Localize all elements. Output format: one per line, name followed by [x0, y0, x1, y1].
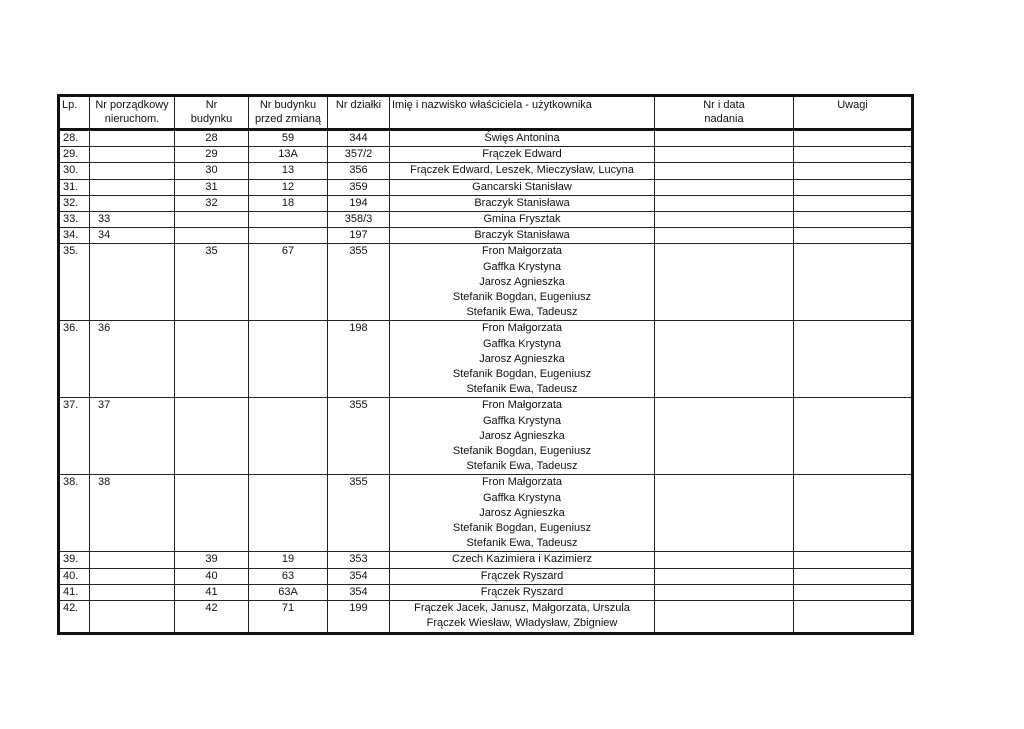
cell-nr-dzialki: 357/2 [328, 147, 390, 163]
property-register-table [57, 94, 914, 635]
table-body [59, 130, 913, 634]
cell-nr-budynku-przed [249, 321, 328, 398]
cell-nr-dzialki: 355 [328, 398, 390, 475]
cell-nr-budynku [175, 228, 249, 244]
cell-lp: 39. [59, 552, 90, 568]
cell-nr-porzadkowy: 37 [90, 398, 175, 475]
cell-lp: 31. [59, 179, 90, 195]
cell-nr-porzadkowy [90, 568, 175, 584]
cell-nr-budynku-przed: 13 [249, 163, 328, 179]
cell-wlasciciel [390, 163, 655, 179]
owner-name: Stefanik Ewa, Tadeusz [466, 460, 578, 473]
cell-wlasciciel [390, 601, 655, 633]
owner-name: Frączek Edward, Leszek, Mieczysław, Lucyna [410, 164, 634, 177]
owner-name: Fron Małgorzata [481, 322, 563, 335]
cell-lp: 29. [59, 147, 90, 163]
owner-name: Święs Antonina [484, 132, 560, 144]
cell-nr-porzadkowy [90, 195, 175, 211]
cell-nr-budynku: 39 [175, 552, 249, 568]
cell-nr-porzadkowy [90, 130, 175, 147]
cell-wlasciciel [390, 398, 655, 475]
owner-name: Fron Małgorzata [481, 476, 563, 489]
owner-name: Gaffka Krystyna [482, 260, 562, 273]
header-text: Nr porządkowy [95, 99, 169, 111]
cell-uwagi [794, 244, 913, 321]
header-text: Uwagi [837, 99, 868, 111]
cell-wlasciciel [390, 244, 655, 321]
header-text: Imię i nazwisko właściciela - użytkownika [392, 99, 592, 111]
owner-name: Jarosz Agnieszka [479, 506, 565, 519]
table-row [59, 552, 913, 568]
cell-wlasciciel [390, 130, 655, 147]
cell-nr-data [655, 147, 794, 163]
table-row [59, 179, 913, 195]
header-text: nadania [704, 113, 744, 125]
header-text: Lp. [62, 99, 78, 111]
cell-wlasciciel [390, 212, 655, 228]
cell-uwagi [794, 195, 913, 211]
table-row [59, 244, 913, 321]
cell-nr-budynku-przed: 13A [249, 147, 328, 163]
table-row [59, 163, 913, 179]
cell-nr-budynku-przed: 18 [249, 195, 328, 211]
table-row [59, 195, 913, 211]
cell-nr-data [655, 552, 794, 568]
cell-nr-porzadkowy: 38 [90, 475, 175, 552]
cell-nr-budynku: 40 [175, 568, 249, 584]
cell-nr-budynku-przed: 63A [249, 584, 328, 600]
table-row [59, 228, 913, 244]
header-row [59, 96, 913, 130]
cell-nr-budynku: 41 [175, 584, 249, 600]
header-nr-budynku-przed [249, 96, 328, 130]
cell-nr-data [655, 179, 794, 195]
cell-nr-dzialki: 356 [328, 163, 390, 179]
owner-name: Stefanik Bogdan, Eugeniusz [452, 291, 592, 304]
header-text: Nr [205, 99, 218, 111]
cell-lp: 35. [59, 244, 90, 321]
owner-name: Fron Małgorzata [481, 245, 563, 258]
table-row [59, 321, 913, 398]
cell-nr-budynku: 35 [175, 244, 249, 321]
header-nr-budynku [175, 96, 249, 130]
cell-nr-budynku: 29 [175, 147, 249, 163]
cell-nr-budynku-przed: 12 [249, 179, 328, 195]
cell-nr-dzialki: 199 [328, 601, 390, 633]
header-text: Nr i data [703, 99, 745, 111]
owner-name: Stefanik Ewa, Tadeusz [466, 306, 578, 319]
cell-nr-budynku [175, 212, 249, 228]
cell-nr-data [655, 228, 794, 244]
owner-name: Frączek Edward [482, 148, 562, 161]
table-row [59, 568, 913, 584]
cell-uwagi [794, 475, 913, 552]
table-row [59, 398, 913, 475]
cell-lp: 33. [59, 212, 90, 228]
cell-wlasciciel [390, 228, 655, 244]
cell-lp: 37. [59, 398, 90, 475]
table-header [59, 96, 913, 130]
cell-wlasciciel [390, 179, 655, 195]
cell-nr-budynku-przed [249, 398, 328, 475]
cell-wlasciciel [390, 552, 655, 568]
cell-uwagi [794, 163, 913, 179]
owner-name: Frączek Jacek, Janusz, Małgorzata, Urszula [414, 602, 630, 615]
cell-nr-budynku-przed: 67 [249, 244, 328, 321]
cell-lp: 38. [59, 475, 90, 552]
header-nr-dzialki [328, 96, 390, 130]
cell-uwagi [794, 398, 913, 475]
header-text: Nr budynku [259, 99, 317, 111]
cell-wlasciciel [390, 584, 655, 600]
cell-lp: 41. [59, 584, 90, 600]
owner-name: Braczyk Stanisława [474, 229, 570, 242]
cell-wlasciciel [390, 475, 655, 552]
cell-nr-data [655, 244, 794, 321]
header-text: budynku [190, 113, 233, 125]
owner-name: Jarosz Agnieszka [479, 352, 565, 365]
cell-nr-data [655, 130, 794, 147]
cell-uwagi [794, 601, 913, 633]
table-row [59, 147, 913, 163]
cell-lp: 30. [59, 163, 90, 179]
cell-nr-dzialki: 355 [328, 244, 390, 321]
cell-uwagi [794, 321, 913, 398]
header-wlasciciel [390, 96, 655, 130]
cell-nr-budynku: 31 [175, 179, 249, 195]
owner-name: Gancarski Stanisław [472, 180, 572, 193]
cell-nr-budynku-przed [249, 475, 328, 552]
cell-lp: 32. [59, 195, 90, 211]
cell-nr-data [655, 321, 794, 398]
owner-name: Jarosz Agnieszka [479, 429, 565, 442]
cell-nr-dzialki: 358/3 [328, 212, 390, 228]
cell-nr-porzadkowy [90, 147, 175, 163]
cell-nr-budynku: 28 [175, 130, 249, 147]
cell-nr-budynku [175, 398, 249, 475]
cell-wlasciciel [390, 195, 655, 211]
table-row [59, 130, 913, 147]
owner-name: Stefanik Ewa, Tadeusz [466, 537, 578, 550]
cell-wlasciciel [390, 147, 655, 163]
cell-lp: 40. [59, 568, 90, 584]
cell-nr-budynku-przed: 71 [249, 601, 328, 633]
cell-nr-budynku: 32 [175, 195, 249, 211]
cell-nr-porzadkowy [90, 552, 175, 568]
header-nr-data [655, 96, 794, 130]
owner-name: Frączek Ryszard [480, 585, 564, 598]
owner-name: Czech Kazimiera i Kazimierz [452, 553, 592, 566]
header-text: Nr działki [335, 99, 382, 111]
cell-uwagi [794, 584, 913, 600]
cell-nr-data [655, 163, 794, 179]
cell-lp: 42. [59, 601, 90, 633]
cell-nr-dzialki: 194 [328, 195, 390, 211]
cell-nr-data [655, 398, 794, 475]
cell-nr-dzialki: 355 [328, 475, 390, 552]
cell-nr-dzialki: 353 [328, 552, 390, 568]
cell-nr-dzialki: 344 [328, 130, 390, 147]
cell-nr-porzadkowy [90, 179, 175, 195]
cell-nr-porzadkowy [90, 163, 175, 179]
cell-nr-dzialki: 198 [328, 321, 390, 398]
cell-nr-budynku-przed [249, 212, 328, 228]
cell-nr-dzialki: 354 [328, 568, 390, 584]
cell-lp: 28. [59, 130, 90, 147]
cell-nr-data [655, 601, 794, 633]
cell-nr-budynku-przed: 63 [249, 568, 328, 584]
owner-name: Braczyk Stanisława [474, 196, 570, 209]
cell-uwagi [794, 179, 913, 195]
cell-nr-budynku-przed [249, 228, 328, 244]
cell-lp: 36. [59, 321, 90, 398]
cell-nr-porzadkowy [90, 244, 175, 321]
header-uwagi [794, 96, 913, 130]
header-text: przed zmianą [254, 113, 322, 125]
owner-name: Stefanik Ewa, Tadeusz [466, 383, 578, 396]
owner-name: Frączek Ryszard [480, 569, 564, 582]
owner-name: Gaffka Krystyna [482, 414, 562, 427]
cell-nr-data [655, 584, 794, 600]
cell-nr-porzadkowy [90, 601, 175, 633]
owner-name: Frączek Wiesław, Władysław, Zbigniew [426, 617, 618, 630]
cell-nr-budynku-przed: 59 [249, 130, 328, 147]
table-row [59, 212, 913, 228]
cell-uwagi [794, 147, 913, 163]
cell-uwagi [794, 228, 913, 244]
cell-lp: 34. [59, 228, 90, 244]
register-sheet [57, 94, 911, 635]
table-row [59, 475, 913, 552]
cell-nr-dzialki: 197 [328, 228, 390, 244]
cell-nr-budynku: 42 [175, 601, 249, 633]
table-row [59, 601, 913, 633]
owner-name: Jarosz Agnieszka [479, 275, 565, 288]
cell-uwagi [794, 552, 913, 568]
table-row [59, 584, 913, 600]
owner-name: Gmina Frysztak [483, 213, 561, 226]
header-lp [59, 96, 90, 130]
cell-uwagi [794, 130, 913, 147]
owner-name: Fron Małgorzata [481, 399, 563, 412]
cell-nr-data [655, 568, 794, 584]
owner-name: Gaffka Krystyna [482, 491, 562, 504]
cell-wlasciciel [390, 321, 655, 398]
cell-uwagi [794, 568, 913, 584]
header-text: nieruchom. [104, 113, 160, 125]
cell-nr-budynku [175, 475, 249, 552]
cell-nr-budynku [175, 321, 249, 398]
cell-wlasciciel [390, 568, 655, 584]
cell-nr-porzadkowy: 36 [90, 321, 175, 398]
cell-nr-budynku-przed: 19 [249, 552, 328, 568]
owner-name: Stefanik Bogdan, Eugeniusz [452, 522, 592, 535]
owner-name: Gaffka Krystyna [482, 337, 562, 350]
cell-uwagi [794, 212, 913, 228]
cell-nr-data [655, 212, 794, 228]
cell-nr-porzadkowy: 34 [90, 228, 175, 244]
header-nr-porzadkowy [90, 96, 175, 130]
cell-nr-data [655, 195, 794, 211]
cell-nr-porzadkowy: 33 [90, 212, 175, 228]
owner-name: Stefanik Bogdan, Eugeniusz [452, 368, 592, 381]
cell-nr-dzialki: 359 [328, 179, 390, 195]
cell-nr-dzialki: 354 [328, 584, 390, 600]
cell-nr-porzadkowy [90, 584, 175, 600]
owner-name: Stefanik Bogdan, Eugeniusz [452, 445, 592, 458]
cell-nr-data [655, 475, 794, 552]
cell-nr-budynku: 30 [175, 163, 249, 179]
